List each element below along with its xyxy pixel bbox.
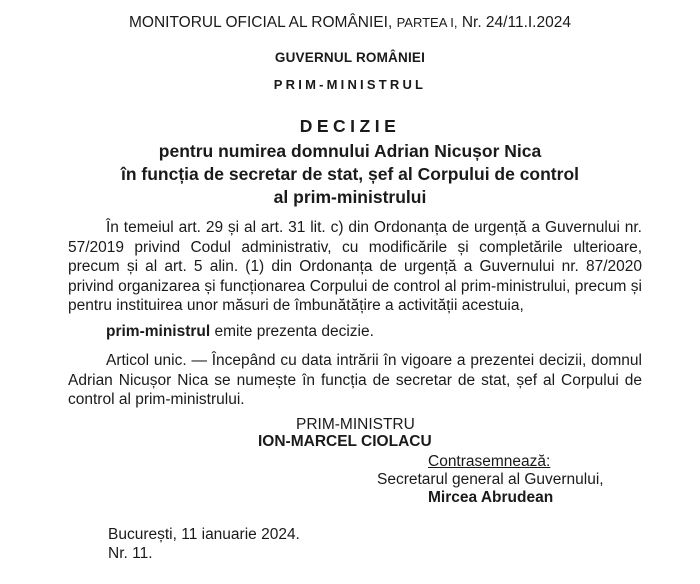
subtitle-line: pentru numirea domnului Adrian Nicușor Nica bbox=[158, 141, 542, 161]
gazette-name: MONITORUL OFICIAL AL ROMÂNIEI, bbox=[129, 14, 397, 31]
article-paragraph: Articol unic. — Începând cu data intrării în vigoare a prezentei decizii, domnul Adrian Nicușor Nica se numește în funcția de secretar de stat, șef al Corpului de control al prim-ministrului. bbox=[68, 352, 642, 408]
subtitle-line: în funcția de secretar de stat, șef al Corpului de control bbox=[120, 164, 580, 184]
gazette-header bbox=[0, 14, 700, 32]
countersign-role: Secretarul general al Guvernului, bbox=[377, 471, 604, 488]
gazette-part: PARTEA I, bbox=[396, 15, 458, 30]
signature-title: PRIM-MINISTRU bbox=[296, 416, 415, 433]
gazette-issue: Nr. 24/11.I.2024 bbox=[457, 14, 571, 31]
preamble-paragraph: În temeiul art. 29 și al art. 31 lit. c) din Ordonanța de urgență a Guvernului nr. 57/2019 privind Codul administrativ, cu modificările și completările ulterioare, precum și al art. 5 alin. (1) din Ordonanța de urgență a Guvernului nr. 87/2020 privind organizarea și funcționarea Corpului de control al prim-ministrului, precum și pentru instituirea unor măsuri de îmbunătățire a activității acestuia, bbox=[68, 219, 642, 314]
decision-number: Nr. 11. bbox=[108, 545, 153, 562]
countersign-name: Mircea Abrudean bbox=[428, 489, 554, 506]
issuer-paragraph bbox=[68, 322, 642, 342]
place-date: București, 11 ianuarie 2024. bbox=[108, 526, 300, 543]
decision-subtitle bbox=[0, 140, 700, 209]
countersign-label: Contrasemnează: bbox=[428, 453, 551, 470]
decision-title: DECIZIE bbox=[299, 116, 401, 136]
office-heading: PRIM-MINISTRUL bbox=[273, 77, 427, 92]
signature-name: ION-MARCEL CIOLACU bbox=[258, 433, 432, 450]
government-heading: GUVERNUL ROMÂNIEI bbox=[274, 50, 426, 65]
issuer-bold: prim-ministrul bbox=[106, 323, 211, 340]
subtitle-line: al prim-ministrului bbox=[273, 187, 427, 207]
issuer-rest: emite prezenta decizie. bbox=[210, 323, 374, 340]
